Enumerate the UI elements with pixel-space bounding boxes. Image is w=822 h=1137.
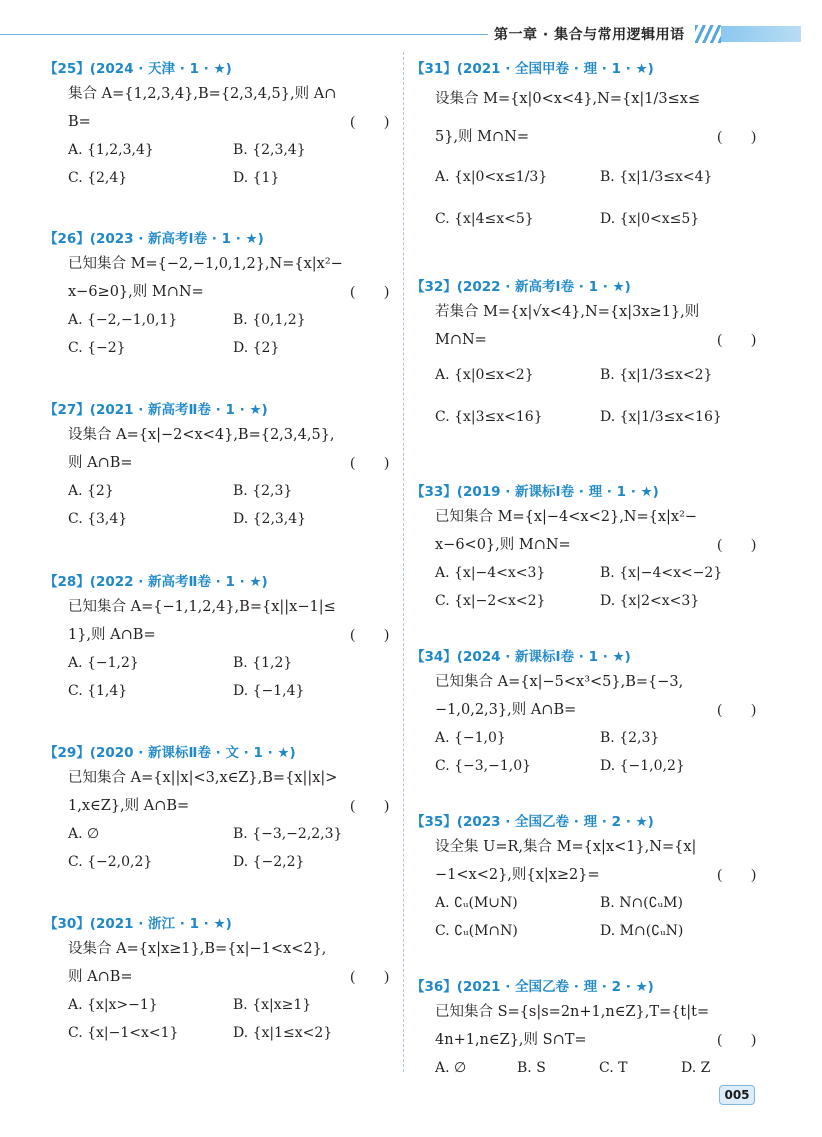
option-b: B. {x|1/3≤x<4}	[600, 169, 713, 185]
options	[435, 156, 756, 240]
problem-25	[44, 58, 389, 192]
problem-tag: 【34】(2024 · 新课标Ⅰ卷 · 1 · ★)	[411, 649, 631, 665]
answer-paren: ( )	[350, 969, 389, 985]
option-d: D. {x|1/3≤x<16}	[600, 409, 722, 425]
answer-paren: ( )	[350, 114, 389, 130]
option-a: A. {x|0<x≤1/3}	[435, 169, 548, 185]
problem-33	[411, 481, 756, 615]
option-a: A. {−1,0}	[435, 730, 506, 746]
options	[68, 136, 389, 192]
problem-stem	[435, 833, 756, 889]
option-d: D. {1}	[233, 170, 280, 186]
options	[435, 1054, 756, 1082]
answer-paren: ( )	[350, 627, 389, 643]
option-c: C. {x|−1<x<1}	[68, 1025, 179, 1041]
problem-30	[44, 913, 389, 1047]
option-b: B. {1,2}	[233, 655, 293, 671]
options	[435, 889, 756, 945]
option-a: A. ∅	[435, 1060, 467, 1076]
problem-stem	[68, 935, 389, 991]
option-b: B. {2,3}	[600, 730, 660, 746]
option-c: C. {1,4}	[68, 683, 128, 699]
problem-27	[44, 399, 389, 533]
column-divider	[403, 52, 404, 1072]
option-a: A. {x|0≤x<2}	[435, 367, 534, 383]
options	[435, 354, 756, 438]
option-d: D. {x|0<x≤5}	[600, 211, 700, 227]
problem-31	[411, 58, 756, 240]
option-a: A. ∅	[68, 826, 100, 842]
option-b: B. {2,3,4}	[233, 142, 306, 158]
problem-stem	[68, 80, 389, 136]
stem-text: 已知集合 A={x||x|<3,x∈Z},B={x||x|> 1,x∈Z},则 A∩B=	[68, 770, 338, 814]
stem-text: 已知集合 A={−1,1,2,4},B={x||x−1|≤ 1},则 A∩B=	[68, 599, 336, 643]
problem-tag: 【33】(2019 · 新课标Ⅰ卷 · 理 · 1 · ★)	[411, 484, 659, 500]
page-header	[0, 24, 822, 46]
problem-26	[44, 228, 389, 362]
option-c: C. {−2,0,2}	[68, 854, 153, 870]
answer-paren: ( )	[717, 537, 756, 553]
answer-paren: ( )	[350, 455, 389, 471]
chapter-title: 第一章 · 集合与常用逻辑用语	[494, 27, 685, 43]
options	[68, 306, 389, 362]
page-number: 005	[719, 1085, 755, 1105]
option-a: A. {2}	[68, 483, 114, 499]
problem-stem	[68, 764, 389, 820]
problem-stem	[68, 593, 389, 649]
answer-paren: ( )	[350, 284, 389, 300]
option-b: B. {0,1,2}	[233, 312, 306, 328]
option-b: B. {x|−4<x<−2}	[600, 565, 723, 581]
option-a: A. {1,2,3,4}	[68, 142, 154, 158]
problem-stem	[68, 421, 389, 477]
problem-tag: 【27】(2021 · 新高考Ⅱ卷 · 1 · ★)	[44, 402, 268, 418]
problem-tag: 【28】(2022 · 新高考Ⅱ卷 · 1 · ★)	[44, 574, 268, 590]
problem-stem	[435, 80, 756, 156]
option-b: B. S	[517, 1060, 546, 1076]
problem-36	[411, 976, 756, 1082]
stem-text: 若集合 M={x|√x<4},N={x|3x≥1},则 M∩N=	[435, 304, 700, 348]
problem-34	[411, 646, 756, 780]
options	[435, 724, 756, 780]
option-c: C. ∁ᵤ(M∩N)	[435, 923, 518, 939]
option-c: C. {−2}	[68, 340, 126, 356]
problem-tag: 【26】(2023 · 新高考Ⅰ卷 · 1 · ★)	[44, 231, 264, 247]
problem-tag: 【31】(2021 · 全国甲卷 · 理 · 1 · ★)	[411, 61, 654, 77]
stem-text: 已知集合 M={x|−4<x<2},N={x|x²− x−6<0},则 M∩N=	[435, 509, 698, 553]
option-b: B. {x|x≥1}	[233, 997, 312, 1013]
problem-29	[44, 742, 389, 876]
option-a: A. {x|−4<x<3}	[435, 565, 546, 581]
options	[68, 649, 389, 705]
problem-stem	[435, 998, 756, 1054]
option-c: C. {2,4}	[68, 170, 128, 186]
problem-stem	[435, 298, 756, 354]
option-d: D. Z	[681, 1060, 711, 1076]
problem-stem	[68, 250, 389, 306]
option-b: B. N∩(∁ᵤM)	[600, 895, 683, 911]
answer-paren: ( )	[717, 702, 756, 718]
option-d: D. {−2,2}	[233, 854, 305, 870]
stem-text: 已知集合 A={x|−5<x³<5},B={−3, −1,0,2,3},则 A∩B=	[435, 674, 684, 718]
problem-tag: 【25】(2024 · 天津 · 1 · ★)	[44, 61, 232, 77]
answer-paren: ( )	[717, 129, 756, 145]
header-stripes-decoration	[695, 25, 721, 43]
option-d: D. {2,3,4}	[233, 511, 307, 527]
answer-paren: ( )	[350, 798, 389, 814]
problem-32	[411, 276, 756, 438]
problem-tag: 【30】(2021 · 浙江 · 1 · ★)	[44, 916, 232, 932]
option-b: B. {2,3}	[233, 483, 293, 499]
option-c: C. {3,4}	[68, 511, 128, 527]
option-d: D. M∩(∁ᵤN)	[600, 923, 684, 939]
stem-text: 已知集合 M={−2,−1,0,1,2},N={x|x²− x−6≥0},则 M∩N=	[68, 256, 343, 300]
stem-text: 设集合 A={x|−2<x<4},B={2,3,4,5}, 则 A∩B=	[68, 427, 335, 471]
options	[435, 559, 756, 615]
option-a: A. {x|x>−1}	[68, 997, 158, 1013]
stem-text: 已知集合 S={s|s=2n+1,n∈Z},T={t|t= 4n+1,n∈Z},则 S∩T=	[435, 1004, 710, 1048]
option-d: D. {x|1≤x<2}	[233, 1025, 333, 1041]
problem-28	[44, 571, 389, 705]
option-d: D. {−1,4}	[233, 683, 305, 699]
answer-paren: ( )	[717, 332, 756, 348]
option-c: C. T	[599, 1060, 628, 1076]
stem-text: 集合 A={1,2,3,4},B={2,3,4,5},则 A∩ B=	[68, 86, 337, 130]
option-c: C. {x|−2<x<2}	[435, 593, 546, 609]
option-b: B. {x|1/3≤x<2}	[600, 367, 713, 383]
answer-paren: ( )	[717, 867, 756, 883]
option-d: D. {2}	[233, 340, 280, 356]
problem-tag: 【29】(2020 · 新课标Ⅱ卷 · 文 · 1 · ★)	[44, 745, 296, 761]
option-a: A. ∁ᵤ(M∪N)	[435, 895, 518, 911]
stem-text: 设集合 M={x|0<x<4},N={x|1/3≤x≤ 5},则 M∩N=	[435, 91, 701, 145]
option-a: A. {−2,−1,0,1}	[68, 312, 178, 328]
stem-text: 设集合 A={x|x≥1},B={x|−1<x<2}, 则 A∩B=	[68, 941, 327, 985]
options	[68, 477, 389, 533]
problem-35	[411, 811, 756, 945]
problem-stem	[435, 668, 756, 724]
stem-text: 设全集 U=R,集合 M={x|x<1},N={x| −1<x<2},则{x|x≥2}=	[435, 839, 697, 883]
option-b: B. {−3,−2,2,3}	[233, 826, 343, 842]
answer-paren: ( )	[717, 1032, 756, 1048]
option-c: C. {−3,−1,0}	[435, 758, 532, 774]
options	[68, 991, 389, 1047]
problem-stem	[435, 503, 756, 559]
option-d: D. {−1,0,2}	[600, 758, 685, 774]
problem-tag: 【35】(2023 · 全国乙卷 · 理 · 2 · ★)	[411, 814, 654, 830]
header-color-bar	[721, 26, 801, 42]
header-rule	[0, 34, 488, 35]
option-c: C. {x|4≤x<5}	[435, 211, 534, 227]
option-a: A. {−1,2}	[68, 655, 139, 671]
option-c: C. {x|3≤x<16}	[435, 409, 543, 425]
problem-tag: 【32】(2022 · 新高考Ⅰ卷 · 1 · ★)	[411, 279, 631, 295]
options	[68, 820, 389, 876]
problem-tag: 【36】(2021 · 全国乙卷 · 理 · 2 · ★)	[411, 979, 654, 995]
option-d: D. {x|2<x<3}	[600, 593, 700, 609]
